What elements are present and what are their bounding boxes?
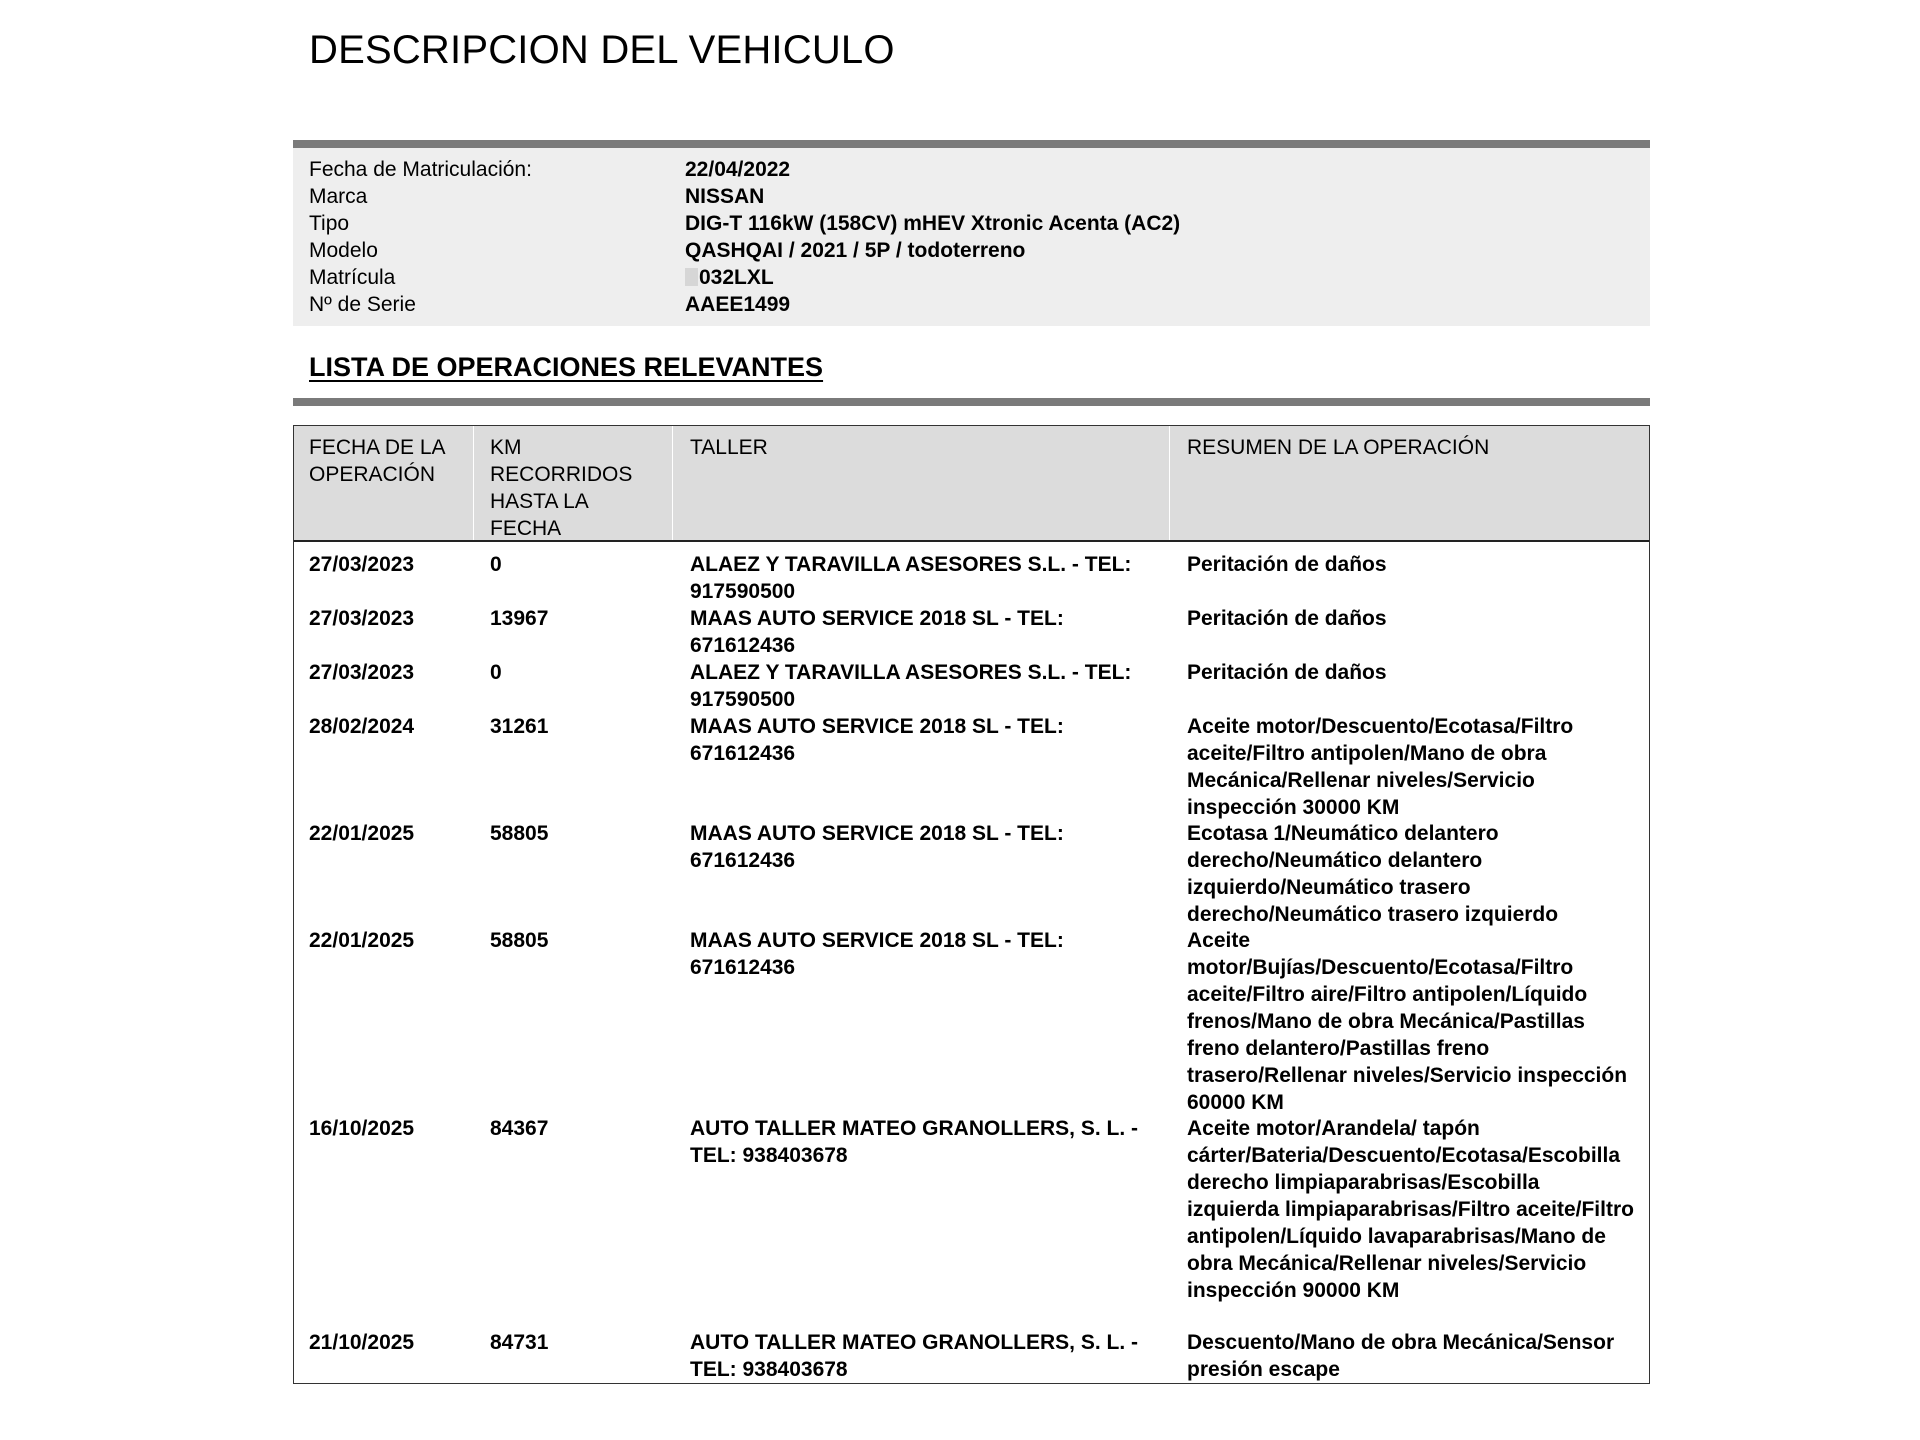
- table-header: [294, 426, 1649, 542]
- cell-km: 0: [490, 661, 502, 684]
- cell-km: 84367: [490, 1117, 549, 1140]
- vehicle-row-registration-date: [309, 156, 1629, 183]
- type-label: Tipo: [309, 212, 350, 235]
- cell-km: 0: [490, 553, 502, 576]
- cell-km: 84731: [490, 1331, 549, 1354]
- serial-label: Nº de Serie: [309, 293, 416, 316]
- model-value: QASHQAI / 2021 / 5P / todoterreno: [685, 239, 1026, 262]
- brand-label: Marca: [309, 185, 368, 208]
- vehicle-row-serial: [309, 291, 1629, 318]
- cell-summary: Ecotasa 1/Neumático delantero derecho/Neumático delantero izquierdo/Neumático trasero derecho/Neumático trasero izquierdo: [1187, 822, 1559, 926]
- header-summary: RESUMEN DE LA OPERACIÓN: [1187, 436, 1490, 459]
- column-separator: [672, 426, 673, 540]
- cell-summary: Aceite motor/Bujías/Descuento/Ecotasa/Filtro aceite/Filtro aire/Filtro antipolen/Líquido frenos/Mano de obra Mecánica/Pastillas freno delantero/Pastillas freno trasero/Rellenar niveles/Servicio inspección 60000 KM: [1187, 929, 1628, 1114]
- operations-section-title: LISTA DE OPERACIONES RELEVANTES: [309, 352, 824, 382]
- vehicle-info-panel: [293, 148, 1650, 326]
- cell-summary: Aceite motor/Descuento/Ecotasa/Filtro aceite/Filtro antipolen/Mano de obra Mecánica/Rellenar niveles/Servicio inspección 30000 KM: [1187, 715, 1574, 819]
- plate-value-wrapper: [685, 264, 774, 291]
- plate-label: Matrícula: [309, 266, 396, 289]
- cell-shop: AUTO TALLER MATEO GRANOLLERS, S. L. - TEL: 938403678: [690, 1331, 1138, 1381]
- page-title: DESCRIPCION DEL VEHICULO: [309, 28, 895, 72]
- header-km: KM RECORRIDOS HASTA LA FECHA: [490, 436, 633, 540]
- cell-km: 58805: [490, 822, 549, 845]
- header-date: FECHA DE LA OPERACIÓN: [309, 436, 445, 486]
- type-value: DIG-T 116kW (158CV) mHEV Xtronic Acenta (AC2): [685, 212, 1181, 235]
- column-separator: [473, 426, 474, 540]
- plate-value: 032LXL: [699, 266, 774, 289]
- cell-date: 28/02/2024: [309, 715, 415, 738]
- top-divider: [293, 140, 1650, 148]
- column-separator: [1169, 426, 1170, 540]
- registration-date-value: 22/04/2022: [685, 158, 791, 181]
- cell-shop: ALAEZ Y TARAVILLA ASESORES S.L. - TEL: 917590500: [690, 661, 1132, 711]
- operations-divider: [293, 398, 1650, 406]
- vehicle-row-brand: [309, 183, 1629, 210]
- serial-value: AAEE1499: [685, 293, 791, 316]
- cell-date: 22/01/2025: [309, 822, 415, 845]
- cell-date: 16/10/2025: [309, 1117, 415, 1140]
- cell-shop: ALAEZ Y TARAVILLA ASESORES S.L. - TEL: 917590500: [690, 553, 1132, 603]
- cell-date: 27/03/2023: [309, 661, 415, 684]
- cell-summary: Peritación de daños: [1187, 607, 1387, 630]
- vehicle-row-type: [309, 210, 1629, 237]
- redaction-mask: [685, 268, 698, 286]
- cell-km: 13967: [490, 607, 549, 630]
- cell-date: 27/03/2023: [309, 553, 415, 576]
- cell-km: 31261: [490, 715, 549, 738]
- cell-shop: MAAS AUTO SERVICE 2018 SL - TEL: 671612436: [690, 929, 1064, 979]
- model-label: Modelo: [309, 239, 378, 262]
- header-shop: TALLER: [690, 436, 768, 459]
- brand-value: NISSAN: [685, 185, 765, 208]
- cell-km: 58805: [490, 929, 549, 952]
- cell-summary: Aceite motor/Arandela/ tapón cárter/Bateria/Descuento/Ecotasa/Escobilla derecho limpiaparabrisas/Escobilla izquierda limpiaparabrisas/Filtro aceite/Filtro antipolen/Líquido lavaparabrisas/Mano de obra Mecánica/Rellenar niveles/Servicio inspección 90000 KM: [1187, 1117, 1634, 1302]
- cell-shop: AUTO TALLER MATEO GRANOLLERS, S. L. - TEL: 938403678: [690, 1117, 1138, 1167]
- cell-date: 27/03/2023: [309, 607, 415, 630]
- cell-shop: MAAS AUTO SERVICE 2018 SL - TEL: 671612436: [690, 715, 1064, 765]
- registration-date-label: Fecha de Matriculación:: [309, 158, 532, 181]
- cell-shop: MAAS AUTO SERVICE 2018 SL - TEL: 671612436: [690, 607, 1064, 657]
- operations-table: [293, 425, 1650, 1384]
- cell-date: 21/10/2025: [309, 1331, 415, 1354]
- cell-summary: Peritación de daños: [1187, 553, 1387, 576]
- cell-summary: Peritación de daños: [1187, 661, 1387, 684]
- vehicle-row-plate: [309, 264, 1629, 291]
- cell-summary: Descuento/Mano de obra Mecánica/Sensor presión escape: [1187, 1331, 1615, 1381]
- cell-date: 22/01/2025: [309, 929, 415, 952]
- cell-shop: MAAS AUTO SERVICE 2018 SL - TEL: 671612436: [690, 822, 1064, 872]
- vehicle-row-model: [309, 237, 1629, 264]
